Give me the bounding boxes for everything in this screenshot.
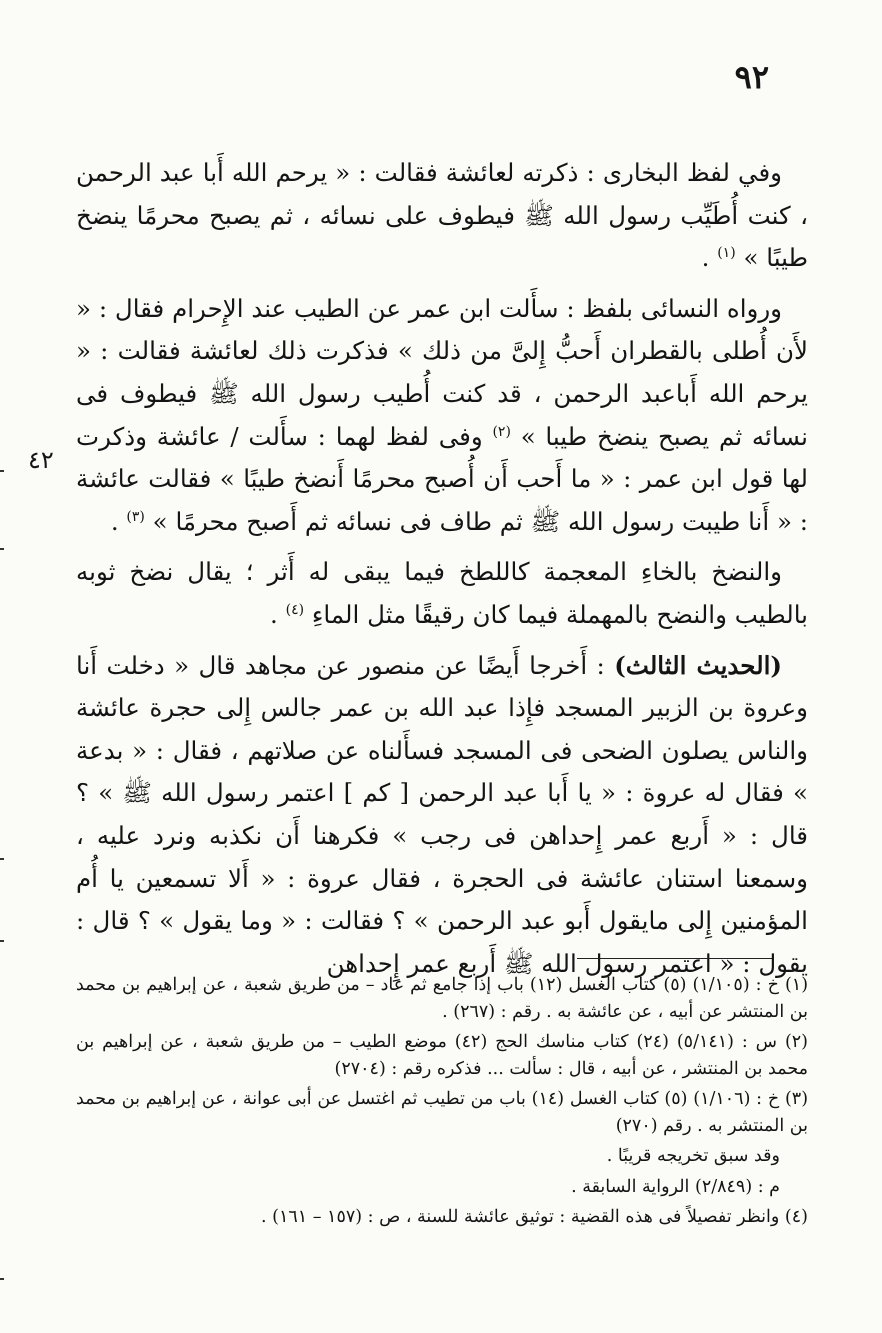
paragraph-tail: . — [110, 506, 119, 536]
main-text — [76, 152, 808, 985]
margin-mark — [0, 548, 4, 550]
paragraph-tail: . — [270, 599, 278, 629]
footnote-4: (٤) وانظر تفصيلاً فى هذه القضية : توثيق عائشة للسنة ، ص : (١٥٧ – ١٦١) . — [261, 1207, 808, 1227]
footnote-ref: (١) — [717, 245, 736, 262]
footnote-ref: (٤) — [285, 601, 305, 618]
paragraph-definition — [76, 551, 808, 636]
paragraph-text: وفى لفظ لهما : سأَلت / عائشة وذكرت لها قول ابن عمر : « ما أَحب أَن أُصبح محرمًا أَنضخ طيبًا » فقالت عائشة : « أَنا طيبت رسول الله ﷺ ثم طاف فى نسائه ثم أَصبح محرمًا » — [76, 421, 808, 536]
page-number: ٩٢ — [734, 58, 769, 96]
margin-mark — [0, 858, 4, 860]
margin-mark — [0, 1278, 4, 1280]
paragraph-text: والنضخ بالخاءِ المعجمة كاللطخ فيما يبقى له أَثر ؛ يقال نضخ ثوبه بالطيب والنضح بالمهملة فيما كان رقيقًا مثل الماءِ — [76, 557, 808, 629]
footnote-3-muslim: م : (٢/٨٤٩) الرواية السابقة . — [571, 1176, 780, 1197]
margin-mark — [0, 940, 4, 942]
paragraph-third-hadith — [76, 645, 808, 986]
paragraph-text: وفي لفظ البخارى : ذكرته لعائشة فقالت : « يرحم الله أَبا عبد الرحمن ، كنت أُطَيِّب رسول الله ﷺ فيطوف على نسائه ، ثم يصبح محرمًا ينضخ طيبًا » — [76, 158, 808, 273]
footnote-ref: (٣) — [126, 508, 145, 525]
paragraph-text: : أَخرجا أَيضًا عن منصور عن مجاهد قال « دخلت أَنا وعروة بن الزبير المسجد فإِذا عبد الله بن عمر جالس إِلى حجرة عائشة والناس يصلون الضحى فى المسجد فسأَلناه عن صلاتهم ، فقال : « بدعة » فقال له عروة : « يا أَبا عبد الرحمن [ كم ] اعتمر رسول الله ﷺ » ؟ قال : « أَربع عمر إِحداهن فى رجب » فكرهنا أَن نكذبه ونرد عليه ، وسمعنا استنان عائشة فى الحجرة ، فقال عروة : « أَلا تسمعين يا أُم المؤمنين إِلى مايقول أَبو عبد الرحمن » ؟ فقالت : « وما يقول » ؟ قال : يقول : « اعتمر رسول الله ﷺ أَربع عمر إِحداهن — [76, 650, 808, 978]
paragraph-tail: . — [701, 243, 710, 273]
section-heading: (الحديث الثالث) — [614, 650, 782, 680]
footnote-1: (١) خ : (١/١٠٥) (٥) كتاب الغسل (١٢) باب إذا جامع ثم عاد – من طريق شعبة ، عن إبراهيم بن محمد بن المنتشر عن أبيه ، عن عائشة به . رقم : (٢٦٧) . — [76, 975, 809, 1022]
paragraph-text: ورواه النسائى بلفظ : سأَلت ابن عمر عن الطيب عند الإِحرام فقال : « لأَن أُطلى بالقطران أَحبُّ إِلىَّ من ذلك » فذكرت ذلك لعائشة فقالت : « يرحم الله أَباعبد الرحمن ، قد كنت أُطيب رسول الله ﷺ فيطوف فى نسائه ثم يصبح ينضخ طيبا » — [76, 293, 808, 451]
footnote-ref: (٢) — [492, 423, 511, 440]
paragraph-nasai — [76, 288, 808, 544]
margin-mark — [0, 470, 4, 472]
footnotes — [76, 972, 808, 1235]
footnote-separator — [577, 958, 772, 959]
margin-page-reference: ٤٢ — [28, 446, 54, 474]
footnote-3: (٣) خ : (١/١٠٦) (٥) كتاب الغسل (١٤) باب من تطيب ثم اغتسل عن أبى عوانة ، عن إبراهيم بن محمد بن المنتشر به . رقم (٢٧٠) — [76, 1089, 809, 1136]
footnote-2: (٢) س : (٥/١٤١) (٢٤) كتاب مناسك الحج (٤٢) موضع الطيب – من طريق شعبة ، عن إبراهيم بن محمد بن المنتشر ، عن أبيه ، قال : سألت ... فذكره رقم : (٢٧٠٤) — [76, 1032, 808, 1079]
footnote-3-note: وقد سبق تخريجه قريبًا . — [606, 1146, 780, 1166]
paragraph-bukhari — [76, 152, 808, 280]
